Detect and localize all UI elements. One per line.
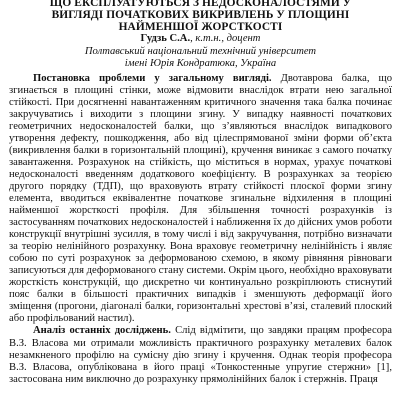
paragraph-recent-research [9, 325, 392, 385]
title-line-3: НАЙМЕНШОЇ ЖОРСТКОСТІ [118, 21, 283, 33]
title-line-2: ВИГЛЯДІ ПОЧАТКОВИХ ВИКРИВЛЕНЬ У ПЛОЩИНІ [51, 9, 350, 21]
author-degree: , к.т.н., доцент [190, 33, 261, 44]
affiliation-line-1: Полтавський національний технічний університет [84, 45, 317, 57]
paragraph-problem-statement [9, 73, 392, 326]
section-heading-analysis: Аналіз останніх досліджень. [33, 325, 171, 337]
paragraph-text: Слід відмітити, що завдяки працям професора В.З. Власова ми отримали можливість практичного розрахунку металевих балок незамкненого профілю на сумісну дію згину і кручення. Однак теорія професора В.З. Власова, опублікована в його праці «Тонкостенные упругие стержни» [1], застосована ним виключно до розрахунку прямолінійних балок і стержнів. Праця [9, 325, 392, 385]
author-line [9, 33, 392, 46]
paper-title [9, 0, 392, 33]
title-line-1: ЩО ЕКСПЛУАТУЮТЬСЯ З НЕДОСКОНАЛОСТЯМИ У [49, 0, 352, 9]
affiliation-line-2: імені Юрія Кондратюка, Україна [124, 58, 277, 69]
author-name: Гудзь С.А. [140, 33, 191, 44]
affiliation [9, 46, 392, 71]
paragraph-text: Двотаврова балка, що згинається в площині стінки, може відмовити внаслідок втрати нею загальної стійкості. При досягненні навантаженням критичного значення така балка починає закручуватись і виходити з площини згину. У випадку наявності початкових геометричних недосконалостей балки, що з’являються внаслідок випадкового утворення дефекту, пошкодження, або від цілеспрямованої зміни форми об’єкта (викривлення балки в горизонтальній площині), кручення виникає з самого початку завантаження. Розрахунок на стійкість, що міститься в нормах, урахує початкові недосконалості введенням додаткового коефіцієнту. В розрахунках за теорією другого порядку (ТДП), що враховують втрату стійкості плоскої форми згину елемента, вводиться еквівалентне початкове згинальне відхилення в площині найменшої жорсткості профіля. Для збільшення точності розрахунків із застосуванням початкових недосконалостей і наближення їх до дійсних умов роботи конструкції внутрішні зусилля, в тому числі і від закручування, потрібно визначати за теорію нелінійного розрахунку. Вона враховує геометричну нелінійність і являє собою по суті розрахунок за деформованою схемою, в якому рівняння рівноваги записуються для деформованого стану системи. Окрім цього, необхідно враховувати жорсткість конструкцій, що дискретно чи континуально розкріплюють стиснутий пояс балки в більшості практичних випадків і зменшують деформації його зміщення (прогони, діагоналі балки, горизонтальні хрестові в’язі, сталевий плоский або профільований настил). [9, 72, 393, 325]
section-heading-problem: Постановка проблеми у загальному вигляді. [33, 72, 272, 84]
